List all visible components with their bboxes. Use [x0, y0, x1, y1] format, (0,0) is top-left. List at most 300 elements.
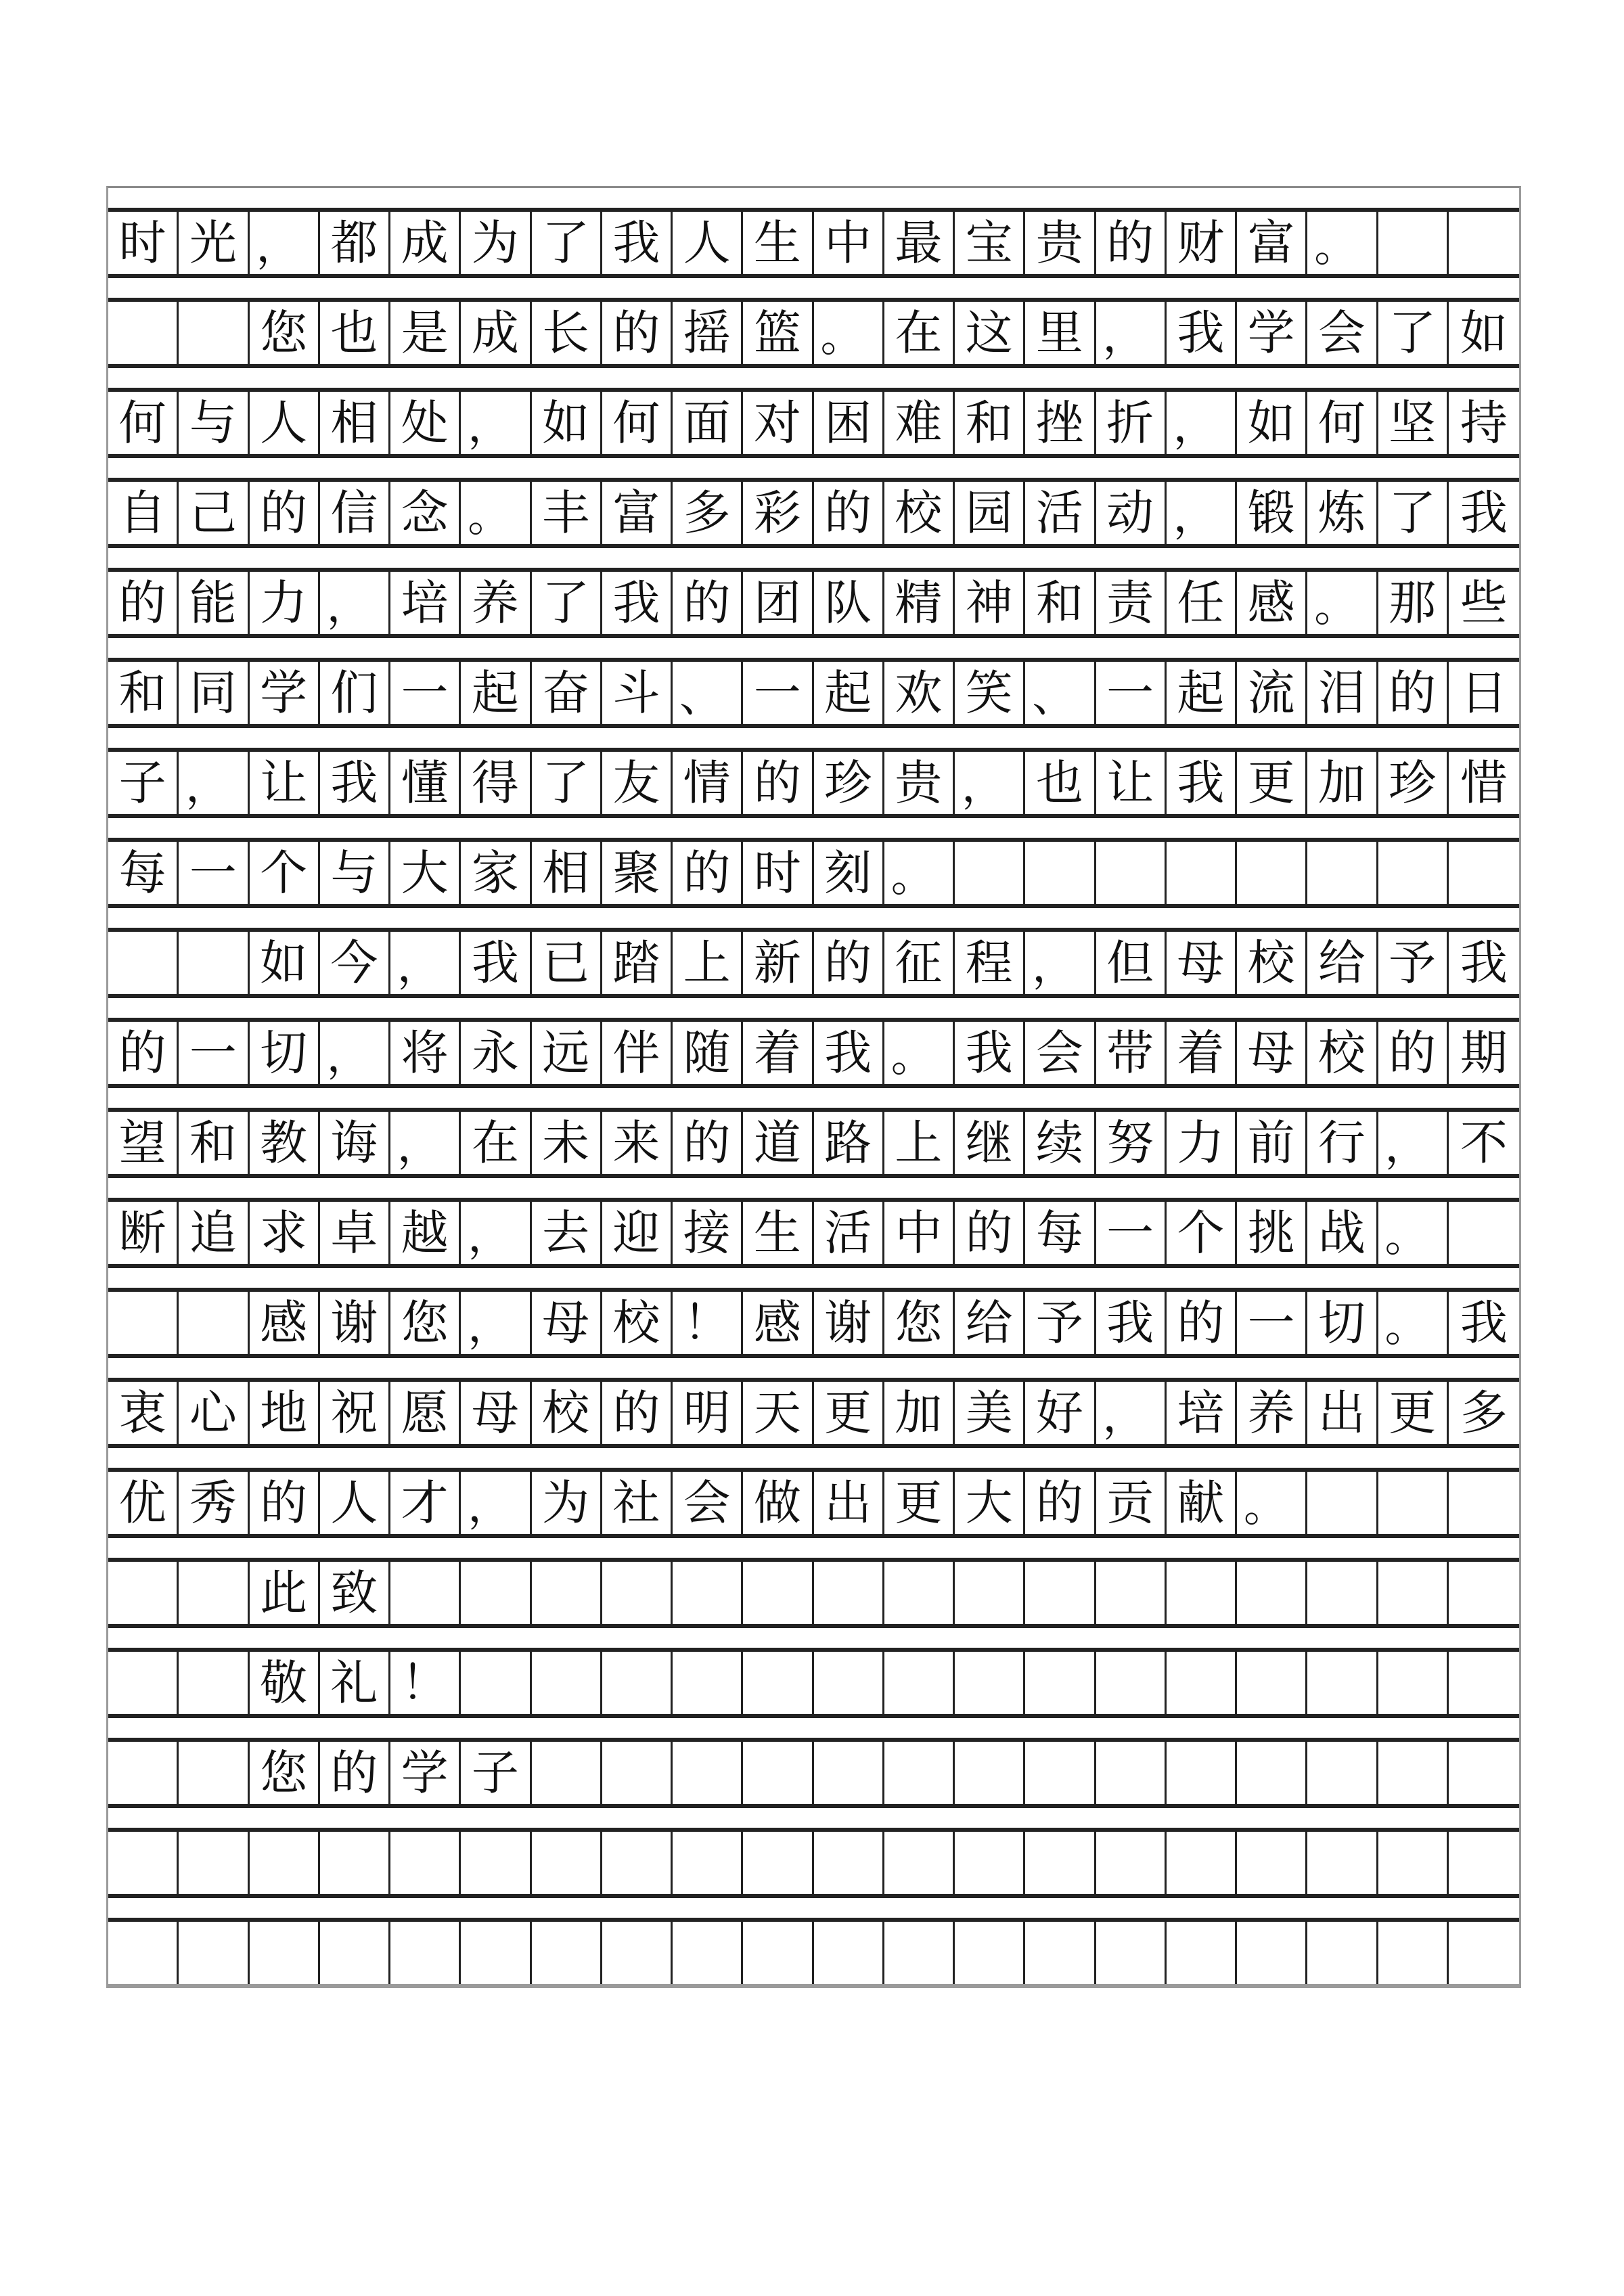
character-cell: 给	[955, 1292, 1025, 1354]
character-cell: 大	[390, 842, 461, 904]
character-cell: 校	[884, 482, 955, 544]
grid-cell	[1449, 1742, 1519, 1804]
character-cell: 家	[461, 842, 531, 904]
character-cell: 求	[250, 1202, 320, 1264]
grid-cell	[955, 842, 1025, 904]
character-cell: 在	[461, 1112, 531, 1174]
grid-row	[108, 932, 1519, 998]
character-cell: 了	[1378, 302, 1449, 364]
character-cell: 子	[461, 1742, 531, 1804]
character-cell: 上	[673, 932, 743, 994]
grid-cell	[179, 1832, 249, 1894]
character-cell: 困	[814, 392, 884, 454]
character-cell: 信	[320, 482, 390, 544]
character-cell: 挫	[1025, 392, 1096, 454]
grid-cell	[1237, 1742, 1307, 1804]
character-cell: 一	[743, 662, 813, 724]
character-cell: 加	[1307, 752, 1378, 814]
character-cell: 队	[814, 572, 884, 634]
row-gap	[108, 1088, 1519, 1112]
character-cell: 难	[884, 392, 955, 454]
character-cell: 多	[673, 482, 743, 544]
punctuation-cell: ，	[1096, 1382, 1167, 1444]
grid-cell	[884, 1652, 955, 1714]
grid-cell	[1025, 1742, 1096, 1804]
grid-cell	[743, 1652, 813, 1714]
grid-cell	[602, 1742, 673, 1804]
grid-row	[108, 482, 1519, 548]
grid-cell	[814, 1562, 884, 1624]
grid-cell	[1237, 1832, 1307, 1894]
character-cell: 多	[1460, 1385, 1508, 1441]
grid-row	[108, 302, 1519, 368]
character-cell: 出	[1307, 1382, 1378, 1444]
character-cell: 力	[250, 572, 320, 634]
character-cell: 与	[179, 392, 249, 454]
grid-cell	[814, 1832, 884, 1894]
character-cell: 培	[1167, 1382, 1237, 1444]
grid-cell	[390, 1562, 461, 1624]
punctuation-cell: 。	[1378, 1292, 1449, 1354]
character-cell: 坚	[1378, 392, 1449, 454]
grid-row	[108, 842, 1519, 908]
character-cell: 教	[250, 1112, 320, 1174]
character-cell: 得	[461, 752, 531, 814]
character-cell: 懂	[390, 752, 461, 814]
character-cell: 培	[390, 572, 461, 634]
character-cell: 养	[1237, 1382, 1307, 1444]
character-cell: 都	[320, 212, 390, 274]
character-cell: 和	[108, 662, 179, 724]
character-cell: 责	[1096, 572, 1167, 634]
character-cell: 了	[532, 212, 602, 274]
character-cell: 的	[814, 482, 884, 544]
character-cell: 的	[743, 752, 813, 814]
character-cell: 的	[602, 1382, 673, 1444]
punctuation-cell: ，	[320, 1022, 390, 1084]
punctuation-cell: ，	[461, 392, 531, 454]
grid-cell	[461, 1562, 531, 1624]
character-cell: 我	[955, 1022, 1025, 1084]
grid-row	[108, 572, 1519, 638]
grid-row	[108, 662, 1519, 728]
row-gap	[108, 1808, 1519, 1832]
grid-cell	[673, 1742, 743, 1804]
grid-row	[108, 1382, 1519, 1448]
character-cell: 天	[743, 1382, 813, 1444]
character-cell: 起	[461, 662, 531, 724]
grid-cell	[955, 1562, 1025, 1624]
grid-cell	[179, 1652, 249, 1714]
character-cell: 里	[1025, 302, 1096, 364]
row-gap	[108, 1178, 1519, 1202]
character-cell: 和	[1025, 572, 1096, 634]
character-cell: 能	[179, 572, 249, 634]
character-cell: 给	[1307, 932, 1378, 994]
grid-cell	[1307, 1742, 1378, 1804]
grid-row	[108, 1202, 1519, 1268]
character-cell: 今	[320, 932, 390, 994]
character-cell: 我	[1167, 752, 1237, 814]
character-cell: 一	[179, 1022, 249, 1084]
character-cell: 的	[1378, 662, 1449, 724]
character-cell: 社	[602, 1472, 673, 1534]
character-cell: 挑	[1237, 1202, 1307, 1264]
grid-cell	[1167, 1832, 1237, 1894]
grid-cell	[108, 932, 179, 994]
character-cell: 珍	[1378, 752, 1449, 814]
punctuation-cell: 。	[1378, 1202, 1449, 1264]
character-cell: 每	[1025, 1202, 1096, 1264]
character-cell: 的	[673, 1112, 743, 1174]
grid-cell	[1167, 842, 1237, 904]
character-cell: 更	[884, 1472, 955, 1534]
punctuation-cell: ，	[179, 752, 249, 814]
grid-cell	[673, 1562, 743, 1624]
character-cell: 何	[602, 392, 673, 454]
character-cell: 一	[1096, 1202, 1167, 1264]
character-cell: 征	[884, 932, 955, 994]
grid-cell	[532, 1742, 602, 1804]
grid-row	[108, 1022, 1519, 1088]
character-cell: 成	[461, 302, 531, 364]
grid-cell	[602, 1922, 673, 1984]
grid-cell	[1378, 1832, 1449, 1894]
grid-cell	[884, 1562, 955, 1624]
character-cell: 我	[1167, 302, 1237, 364]
character-cell: 活	[1025, 482, 1096, 544]
character-cell: 富	[602, 482, 673, 544]
punctuation-cell: ，	[320, 572, 390, 634]
character-cell: 谢	[320, 1292, 390, 1354]
character-cell: 迎	[602, 1202, 673, 1264]
punctuation-cell: ，	[1167, 392, 1237, 454]
character-cell: 斗	[602, 662, 673, 724]
character-cell: 时	[108, 212, 179, 274]
character-cell: 您	[390, 1292, 461, 1354]
character-cell: 园	[955, 482, 1025, 544]
character-cell: 道	[743, 1112, 813, 1174]
character-cell: 贵	[884, 752, 955, 814]
grid-cell	[532, 1562, 602, 1624]
grid-cell	[1096, 1562, 1167, 1624]
grid-cell	[1167, 1652, 1237, 1714]
character-cell: 如	[1460, 305, 1508, 361]
grid-cell	[1025, 1922, 1096, 1984]
character-cell: 的	[1167, 1292, 1237, 1354]
grid-cell	[461, 1922, 531, 1984]
character-cell: 卓	[320, 1202, 390, 1264]
grid-cell	[602, 1562, 673, 1624]
character-cell: 摇	[673, 302, 743, 364]
character-cell: 是	[390, 302, 461, 364]
character-cell: 着	[743, 1022, 813, 1084]
character-cell: 努	[1096, 1112, 1167, 1174]
row-gap	[108, 458, 1519, 482]
character-cell: 诲	[320, 1112, 390, 1174]
character-cell: 日	[1460, 665, 1508, 721]
character-cell: 的	[250, 482, 320, 544]
character-cell: 贵	[1025, 212, 1096, 274]
grid-cell	[1378, 842, 1449, 904]
punctuation-cell: ，	[1025, 932, 1096, 994]
character-cell: 如	[532, 392, 602, 454]
grid-cell	[1025, 1652, 1096, 1714]
character-cell: 珍	[814, 752, 884, 814]
grid-cell	[1307, 1472, 1378, 1534]
character-cell: 望	[108, 1112, 179, 1174]
character-cell: 长	[532, 302, 602, 364]
punctuation-cell: 。	[814, 302, 884, 364]
character-cell: 宝	[955, 212, 1025, 274]
character-cell: 切	[1307, 1292, 1378, 1354]
character-cell: 母	[461, 1382, 531, 1444]
character-cell: 此	[250, 1562, 320, 1624]
character-cell: 我	[461, 932, 531, 994]
grid-cell	[532, 1832, 602, 1894]
row-gap	[108, 1538, 1519, 1562]
character-cell: 将	[390, 1022, 461, 1084]
character-cell: 刻	[814, 842, 884, 904]
grid-cell	[108, 302, 179, 364]
character-cell: 去	[532, 1202, 602, 1264]
row-gap	[108, 278, 1519, 302]
character-cell: 如	[250, 932, 320, 994]
character-cell: 但	[1096, 932, 1167, 994]
character-cell: 美	[955, 1382, 1025, 1444]
character-cell: 感	[1237, 572, 1307, 634]
punctuation-cell: 。	[884, 842, 955, 904]
character-cell: 母	[532, 1292, 602, 1354]
character-cell: 校	[532, 1382, 602, 1444]
grid-cell	[390, 1832, 461, 1894]
character-cell: 在	[884, 302, 955, 364]
grid-cell	[179, 302, 249, 364]
character-cell: 的	[320, 1742, 390, 1804]
character-cell: 更	[1237, 752, 1307, 814]
character-cell: 明	[673, 1382, 743, 1444]
character-cell: 我	[602, 572, 673, 634]
character-cell: 越	[390, 1202, 461, 1264]
character-cell: 神	[955, 572, 1025, 634]
grid-cell	[814, 1652, 884, 1714]
character-cell: 学	[250, 662, 320, 724]
character-cell: 个	[250, 842, 320, 904]
grid-cell	[955, 1832, 1025, 1894]
grid-cell	[1096, 1742, 1167, 1804]
character-cell: 活	[814, 1202, 884, 1264]
character-cell: 才	[390, 1472, 461, 1534]
character-cell: 起	[814, 662, 884, 724]
punctuation-cell: ，	[1378, 1112, 1449, 1174]
grid-cell	[1307, 1832, 1378, 1894]
row-gap	[108, 998, 1519, 1022]
grid-cell	[1449, 1832, 1519, 1894]
character-cell: 中	[814, 212, 884, 274]
character-cell: 一	[179, 842, 249, 904]
grid-row	[108, 392, 1519, 458]
grid-cell	[743, 1742, 813, 1804]
row-gap	[108, 1898, 1519, 1922]
character-cell: 何	[108, 392, 179, 454]
character-cell: 的	[955, 1202, 1025, 1264]
character-cell: 为	[532, 1472, 602, 1534]
grid-cell	[108, 1292, 179, 1354]
grid-cell	[1167, 1922, 1237, 1984]
character-cell: 敬	[250, 1652, 320, 1714]
grid-cell	[1237, 1562, 1307, 1624]
grid-cell	[1378, 1922, 1449, 1984]
grid-cell	[250, 1832, 320, 1894]
character-cell: 踏	[602, 932, 673, 994]
punctuation-cell: 。	[1237, 1472, 1307, 1534]
character-cell: 大	[955, 1472, 1025, 1534]
character-cell: 带	[1096, 1022, 1167, 1084]
row-gap	[108, 818, 1519, 842]
character-cell: 校	[1237, 932, 1307, 994]
character-cell: 对	[743, 392, 813, 454]
grid-cell	[250, 1922, 320, 1984]
grid-cell	[108, 1832, 179, 1894]
character-cell: 流	[1237, 662, 1307, 724]
grid-cell	[1449, 1652, 1519, 1714]
character-cell: 校	[602, 1292, 673, 1354]
character-cell: 个	[1167, 1202, 1237, 1264]
character-cell: 一	[390, 662, 461, 724]
character-cell: 的	[673, 572, 743, 634]
character-cell: 的	[602, 302, 673, 364]
character-cell: 持	[1460, 395, 1508, 451]
grid-cell	[532, 1922, 602, 1984]
punctuation-cell: ，	[390, 932, 461, 994]
character-cell: 做	[743, 1472, 813, 1534]
character-cell: 校	[1307, 1022, 1378, 1084]
grid-cell	[1449, 1922, 1519, 1984]
row-gap	[108, 368, 1519, 392]
character-cell: 让	[250, 752, 320, 814]
character-cell: 来	[602, 1112, 673, 1174]
character-cell: 礼	[320, 1652, 390, 1714]
grid-cell	[108, 1742, 179, 1804]
punctuation-cell: ，	[955, 752, 1025, 814]
punctuation-cell: ！	[673, 1292, 743, 1354]
character-cell: 永	[461, 1022, 531, 1084]
grid-cell	[179, 932, 249, 994]
grid-cell	[673, 1832, 743, 1894]
grid-cell	[673, 1652, 743, 1714]
character-cell: 与	[320, 842, 390, 904]
character-cell: 力	[1167, 1112, 1237, 1174]
character-cell: 未	[532, 1112, 602, 1174]
grid-cell	[884, 1832, 955, 1894]
punctuation-cell: ，	[250, 212, 320, 274]
punctuation-cell: 。	[1307, 212, 1378, 274]
character-cell: 的	[814, 932, 884, 994]
character-cell: 中	[884, 1202, 955, 1264]
character-cell: 期	[1460, 1025, 1508, 1081]
character-cell: 的	[108, 1022, 179, 1084]
character-cell: 地	[250, 1382, 320, 1444]
character-cell: 最	[884, 212, 955, 274]
character-cell: 相	[320, 392, 390, 454]
character-cell: 和	[955, 392, 1025, 454]
grid-cell	[955, 1652, 1025, 1714]
row-gap	[108, 638, 1519, 662]
character-cell: 前	[1237, 1112, 1307, 1174]
character-cell: 战	[1307, 1202, 1378, 1264]
character-cell: 篮	[743, 302, 813, 364]
grid-cell	[108, 1652, 179, 1714]
grid-cell	[1307, 842, 1378, 904]
character-cell: 处	[390, 392, 461, 454]
grid-cell	[532, 1652, 602, 1714]
row-gap	[108, 548, 1519, 572]
grid-cell	[1237, 1922, 1307, 1984]
character-cell: 我	[1460, 935, 1508, 991]
grid-cell	[1378, 1652, 1449, 1714]
grid-cell	[1237, 1652, 1307, 1714]
character-cell: 如	[1237, 392, 1307, 454]
character-cell: 您	[250, 1742, 320, 1804]
character-cell: 笑	[955, 662, 1025, 724]
character-cell: 的	[673, 842, 743, 904]
character-cell: 情	[673, 752, 743, 814]
grid-cell	[320, 1832, 390, 1894]
character-cell: 时	[743, 842, 813, 904]
character-cell: 程	[955, 932, 1025, 994]
character-cell: 面	[673, 392, 743, 454]
character-cell: 愿	[390, 1382, 461, 1444]
character-cell: 心	[179, 1382, 249, 1444]
character-cell: 感	[250, 1292, 320, 1354]
character-cell: 动	[1096, 482, 1167, 544]
character-cell: 上	[884, 1112, 955, 1174]
grid-row	[108, 1562, 1519, 1628]
grid-row	[108, 1292, 1519, 1358]
grid-cell	[179, 1922, 249, 1984]
character-cell: 的	[250, 1472, 320, 1534]
character-cell: 我	[1460, 485, 1508, 541]
character-cell: 学	[1237, 302, 1307, 364]
grid-row	[108, 1742, 1519, 1808]
character-cell: 了	[532, 572, 602, 634]
punctuation-cell: ，	[461, 1292, 531, 1354]
character-cell: 接	[673, 1202, 743, 1264]
character-cell: 光	[179, 212, 249, 274]
character-cell: 行	[1307, 1112, 1378, 1174]
grid-cell	[1167, 1562, 1237, 1624]
grid-cell	[1449, 1562, 1519, 1624]
character-cell: 随	[673, 1022, 743, 1084]
punctuation-cell: 、	[1025, 662, 1096, 724]
character-cell: 泪	[1307, 662, 1378, 724]
grid-row	[108, 1652, 1519, 1718]
character-cell: 衷	[108, 1382, 179, 1444]
grid-cell	[814, 1922, 884, 1984]
grid-cell	[320, 1922, 390, 1984]
grid-cell	[1378, 1472, 1449, 1534]
character-cell: 念	[390, 482, 461, 544]
punctuation-cell: 、	[673, 662, 743, 724]
character-cell: 精	[884, 572, 955, 634]
character-cell: 了	[532, 752, 602, 814]
character-cell: 们	[320, 662, 390, 724]
character-cell: 感	[743, 1292, 813, 1354]
grid-cell	[1096, 1652, 1167, 1714]
character-cell: 任	[1167, 572, 1237, 634]
character-cell: 和	[179, 1112, 249, 1174]
punctuation-cell: 。	[1307, 572, 1378, 634]
